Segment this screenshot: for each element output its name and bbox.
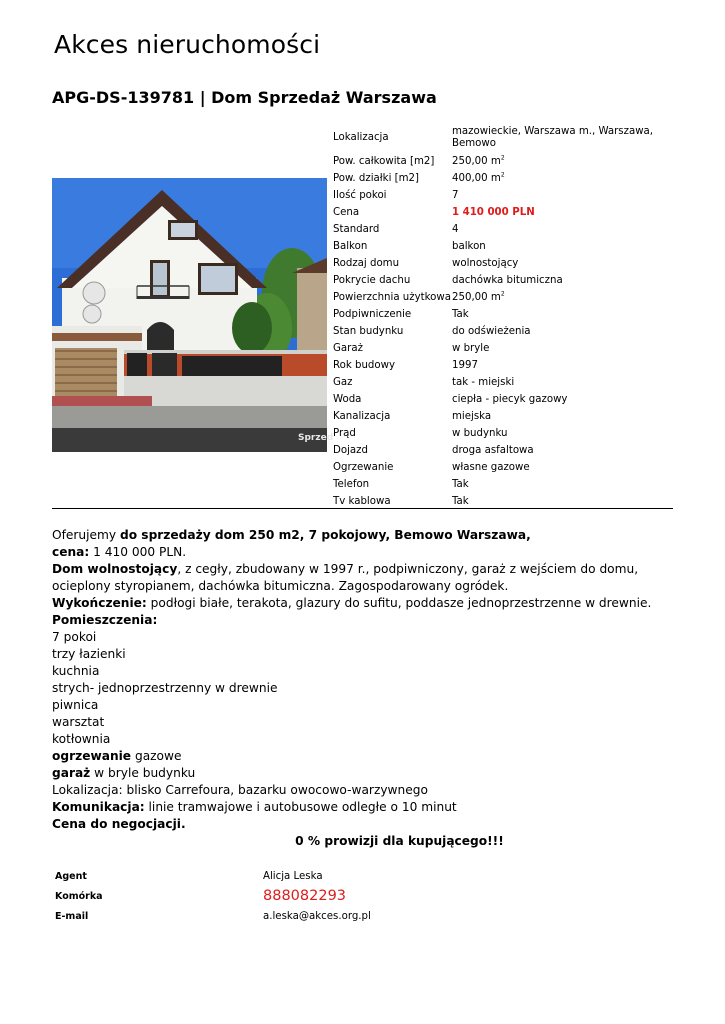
transport-label: Komunikacja: bbox=[52, 800, 145, 814]
house-paragraph bbox=[52, 561, 692, 595]
spec-row bbox=[330, 476, 673, 493]
spec-row bbox=[330, 425, 673, 442]
photo-watermark: Sprzed bbox=[298, 433, 334, 443]
spec-value bbox=[451, 340, 673, 357]
spec-row bbox=[330, 187, 673, 204]
spec-value-text: 1 410 000 PLN bbox=[452, 206, 535, 218]
spec-row bbox=[330, 340, 673, 357]
garage-text: w bryle budynku bbox=[90, 766, 196, 780]
spec-value-text: 400,00 m bbox=[452, 172, 501, 184]
spec-value bbox=[451, 425, 673, 442]
spec-label: Podpiwniczenie bbox=[333, 308, 412, 320]
spec-label: Cena bbox=[333, 206, 360, 218]
spec-label: Ilość pokoi bbox=[333, 189, 387, 201]
spec-value-text: 250,00 m bbox=[452, 155, 501, 167]
room-item: trzy łazienki bbox=[52, 647, 126, 661]
spec-value-text: ciepła - piecyk gazowy bbox=[452, 393, 568, 405]
spec-value bbox=[451, 442, 673, 459]
spec-value-text: w bryle bbox=[452, 342, 490, 354]
spec-value bbox=[451, 272, 673, 289]
spec-value bbox=[451, 306, 673, 323]
spec-label: Kanalizacja bbox=[333, 410, 391, 422]
spec-row bbox=[330, 408, 673, 425]
garage-label: garaż bbox=[52, 766, 91, 780]
intro-prefix: Oferujemy bbox=[52, 528, 120, 542]
spec-label: Rok budowy bbox=[333, 359, 395, 371]
unit-superscript: 2 bbox=[500, 154, 505, 162]
spec-row bbox=[330, 323, 673, 340]
spec-value bbox=[451, 476, 673, 493]
spec-value-text: do odświeżenia bbox=[452, 325, 531, 337]
spec-value bbox=[451, 187, 673, 204]
spec-value-text: 1997 bbox=[452, 359, 478, 371]
house-photo bbox=[52, 178, 334, 452]
spec-label: Pow. działki [m2] bbox=[333, 172, 419, 184]
spec-value bbox=[451, 323, 673, 340]
rooms-label bbox=[52, 612, 692, 629]
intro-bold: do sprzedaży dom 250 m2, 7 pokojowy, Bemowo Warszawa, bbox=[119, 528, 531, 542]
spec-row bbox=[330, 442, 673, 459]
spec-row bbox=[330, 255, 673, 272]
spec-value-text: Tak bbox=[452, 478, 469, 490]
spec-value bbox=[451, 374, 673, 391]
price-label: cena: bbox=[52, 545, 90, 559]
spec-value bbox=[451, 459, 673, 476]
spec-value-text: dachówka bitumiczna bbox=[452, 274, 563, 286]
mobile-label: Komórka bbox=[55, 890, 103, 902]
spec-label: Pokrycie dachu bbox=[333, 274, 411, 286]
room-item: warsztat bbox=[52, 715, 105, 729]
spec-label: Standard bbox=[333, 223, 380, 235]
spec-value-text: droga asfaltowa bbox=[452, 444, 534, 456]
finish-line bbox=[52, 595, 692, 612]
spec-label: Balkon bbox=[333, 240, 368, 252]
agent-name: Alicja Leska bbox=[263, 870, 323, 882]
spec-label: Ogrzewanie bbox=[333, 461, 394, 473]
spec-value-text: Tak bbox=[452, 308, 469, 320]
email-label: E-mail bbox=[55, 910, 89, 922]
room-item: strych- jednoprzestrzenny w drewnie bbox=[52, 681, 278, 695]
spec-value bbox=[451, 221, 673, 238]
agent-row bbox=[52, 866, 371, 886]
finish-text: podłogi białe, terakota, glazury do sufitu, poddasze jednoprzestrzenne w drewnie. bbox=[146, 596, 652, 610]
spec-label: Powierzchnia użytkowa bbox=[333, 291, 451, 303]
house-bold: Dom wolnostojący bbox=[52, 562, 178, 576]
house-text: , z cegły, zbudowany w 1997 r., podpiwniczony, garaż z wejściem do domu, ocieplony styropianem, dachówka bitumiczna. Zagospodarowany ogródek. bbox=[52, 562, 639, 593]
spec-label: Gaz bbox=[333, 376, 353, 388]
spec-value-text: balkon bbox=[452, 240, 486, 252]
spec-row bbox=[330, 170, 673, 187]
spec-value bbox=[451, 357, 673, 374]
room-item: 7 pokoi bbox=[52, 630, 97, 644]
spec-value-text: 250,00 m bbox=[452, 291, 501, 303]
spec-label: Dojazd bbox=[333, 444, 368, 456]
spec-label: Pow. całkowita [m2] bbox=[333, 155, 435, 167]
spec-label: Lokalizacja bbox=[333, 132, 389, 143]
intro-line bbox=[52, 527, 692, 544]
listing-title: APG-DS-139781 | Dom Sprzedaż Warszawa bbox=[52, 88, 437, 107]
spec-row bbox=[330, 272, 673, 289]
heating-label: ogrzewanie bbox=[52, 749, 132, 763]
spec-row bbox=[330, 391, 673, 408]
spec-value-text: mazowieckie, Warszawa m., Warszawa, Bemowo bbox=[452, 126, 654, 149]
negotiable-line bbox=[52, 816, 692, 833]
email-address[interactable]: a.leska@akces.org.pl bbox=[263, 910, 371, 922]
spec-row bbox=[330, 204, 673, 221]
spec-value bbox=[451, 238, 673, 255]
spec-row bbox=[330, 289, 673, 306]
spec-label: Stan budynku bbox=[333, 325, 404, 337]
spec-row bbox=[330, 123, 673, 153]
mobile-number[interactable]: 888082293 bbox=[263, 888, 347, 904]
transport-text: linie tramwajowe i autobusowe odległe o 10 minut bbox=[144, 800, 457, 814]
spec-row bbox=[330, 374, 673, 391]
heating-line bbox=[52, 748, 692, 765]
spec-value bbox=[451, 170, 673, 187]
spec-row bbox=[330, 238, 673, 255]
spec-label: Prąd bbox=[333, 427, 356, 439]
email-row bbox=[52, 906, 371, 926]
spec-label: Woda bbox=[333, 393, 362, 405]
spec-value bbox=[451, 289, 673, 306]
property-details-table bbox=[330, 123, 673, 510]
unit-superscript: 2 bbox=[500, 290, 505, 298]
spec-label: Tv kablowa bbox=[333, 495, 391, 507]
spec-value-text: 4 bbox=[452, 223, 459, 235]
spec-label: Rodzaj domu bbox=[333, 257, 400, 269]
transport-line bbox=[52, 799, 692, 816]
room-item: piwnica bbox=[52, 698, 99, 712]
spec-value-text: 7 bbox=[452, 189, 459, 201]
brand-name: Akces nieruchomości bbox=[54, 30, 321, 59]
location-line: Lokalizacja: blisko Carrefoura, bazarku owocowo-warzywnego bbox=[52, 783, 428, 797]
room-item: kuchnia bbox=[52, 664, 100, 678]
spec-value bbox=[451, 204, 673, 221]
agent-label: Agent bbox=[55, 870, 87, 882]
mobile-row bbox=[52, 886, 371, 906]
commission-note: 0 % prowizji dla kupującego!!! bbox=[295, 834, 504, 848]
spec-value bbox=[451, 153, 673, 170]
spec-value-text: Tak bbox=[452, 495, 469, 507]
spec-value bbox=[451, 123, 673, 153]
spec-row bbox=[330, 357, 673, 374]
spec-label: Garaż bbox=[333, 342, 363, 354]
finish-label: Wykończenie: bbox=[52, 596, 147, 610]
garage-line bbox=[52, 765, 692, 782]
unit-superscript: 2 bbox=[500, 171, 505, 179]
spec-value-text: własne gazowe bbox=[452, 461, 530, 473]
spec-value-text: wolnostojący bbox=[452, 257, 519, 269]
spec-value bbox=[451, 391, 673, 408]
price-line bbox=[52, 544, 692, 561]
description bbox=[52, 527, 692, 850]
spec-label: Telefon bbox=[333, 478, 370, 490]
price-value: 1 410 000 PLN. bbox=[89, 545, 187, 559]
room-item: kotłownia bbox=[52, 732, 111, 746]
negotiable-text: Cena do negocjacji. bbox=[52, 817, 186, 831]
spec-row bbox=[330, 221, 673, 238]
spec-value bbox=[451, 255, 673, 272]
spec-value-text: w budynku bbox=[452, 427, 508, 439]
spec-row bbox=[330, 459, 673, 476]
spec-value-text: miejska bbox=[452, 410, 492, 422]
agent-contact-table bbox=[52, 866, 371, 926]
section-divider bbox=[52, 508, 673, 509]
heating-text: gazowe bbox=[131, 749, 182, 763]
spec-row bbox=[330, 153, 673, 170]
spec-value bbox=[451, 408, 673, 425]
spec-row bbox=[330, 306, 673, 323]
rooms-label-text: Pomieszczenia: bbox=[52, 613, 158, 627]
spec-value-text: tak - miejski bbox=[452, 376, 515, 388]
